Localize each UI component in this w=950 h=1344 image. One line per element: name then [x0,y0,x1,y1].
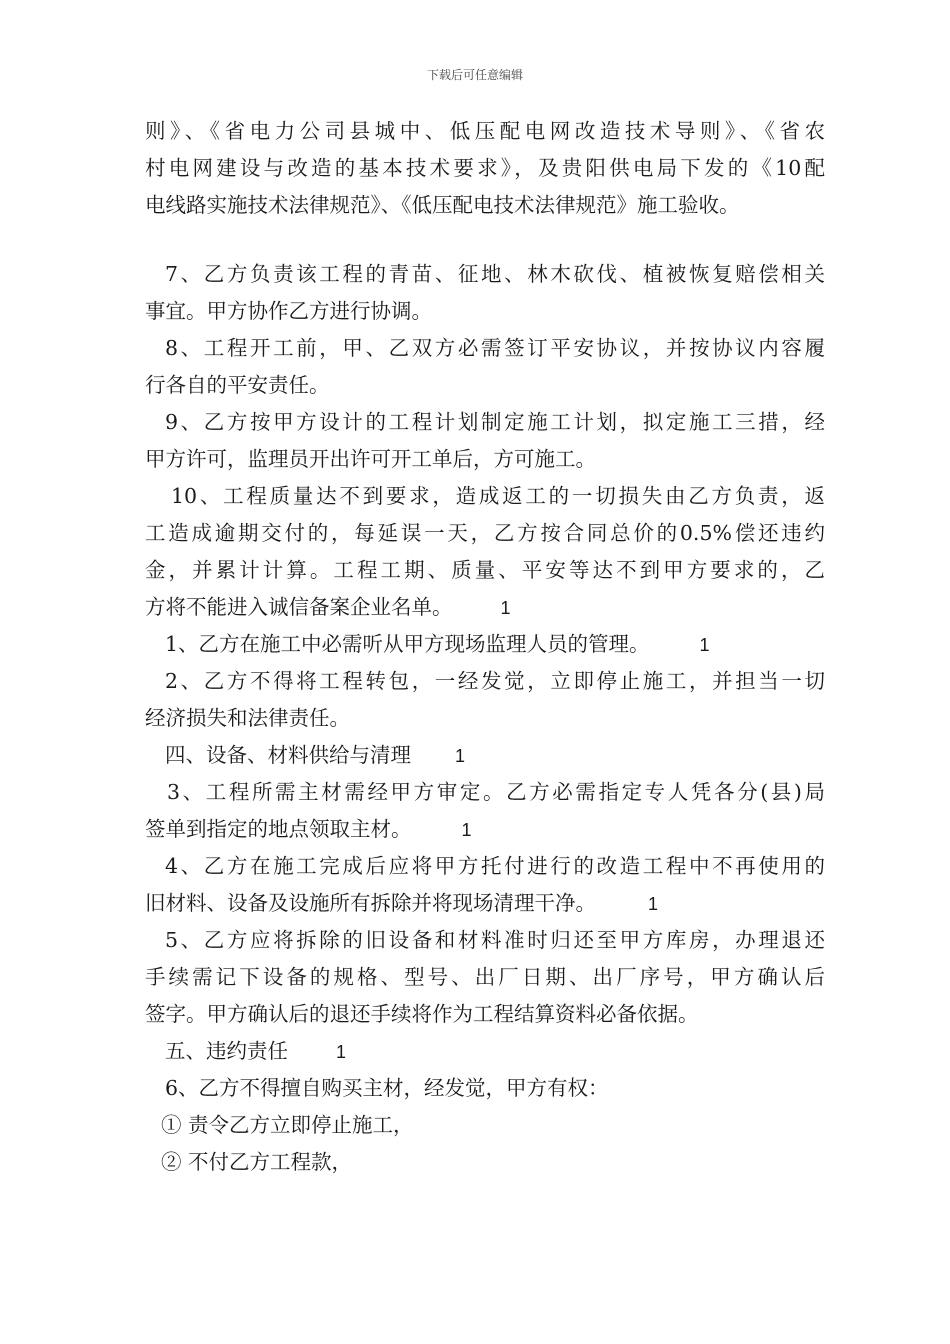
text-span: 1、乙方在施工中必需听从甲方现场监理人员的管理。 [165,632,650,656]
text-line: 行各自的平安责任。 [145,373,330,397]
section-5-heading [145,1033,825,1070]
text-span: 旧材料、设备及设施所有拆除并将现场清理干净。 [145,891,596,915]
text-span: 签单到指定的地点领取主材。 [145,817,412,841]
text-span: 四、设备、材料供给与清理 [165,743,411,767]
clause-5: 5、乙方应将拆除的旧设备和材料准时归还至甲方库房，办理退还 [165,928,825,952]
clause-6: 6、乙方不得擅自购买主材，经发觉，甲方有权： [165,1076,609,1100]
text-span: 方将不能进入诚信备案企业名单。 [145,595,453,619]
clause-8: 8、工程开工前，甲、乙双方必需签订平安协议，并按协议内容履 [165,336,825,360]
page-ref-number: 1 [699,635,710,655]
text-line: 手续需记下设备的规格、型号、出厂日期、出厂序号，甲方确认后 [145,965,825,989]
list-item: ① 责令乙方立即停止施工， [161,1113,414,1137]
page-header: 下载后可任意编辑 [426,68,523,82]
text-line: 签字。甲方确认后的退还手续将作为工程结算资料必备依据。 [145,1002,699,1026]
text-line: 金，并累计计算。工程工期、质量、平安等达不到甲方要求的，乙 [145,558,825,582]
clause-9: 9、乙方按甲方设计的工程计划制定施工计划，拟定施工三措，经 [165,410,825,434]
clause-7: 7、乙方负责该工程的青苗、征地、林木砍伐、植被恢复赔偿相关 [165,262,825,286]
clause-4: 4、乙方在施工完成后应将甲方托付进行的改造工程中不再使用的 [165,854,825,878]
paragraph-gap [145,224,825,256]
page-ref-number: 1 [455,746,466,766]
clause-1 [145,626,825,663]
text-line: 电线路实施技术法律规范》、《低压配电技术法律规范》施工验收。 [145,193,740,217]
page-ref-number: 1 [461,820,472,840]
text-line [145,589,825,626]
document-body [145,113,825,1181]
clause-10: 10、工程质量达不到要求，造成返工的一切损失由乙方负责，返 [171,484,825,508]
text-line: 工造成逾期交付的，每延误一天，乙方按合同总价的0.5%偿还违约 [145,521,825,545]
text-line: 事宜。甲方协作乙方进行协调。 [145,299,432,323]
clause-3: 3、工程所需主材需经甲方审定。乙方必需指定专人凭各分(县)局 [167,780,825,804]
text-line: 则》、《省电力公司县城中、低压配电网改造技术导则》、《省农 [145,119,825,143]
section-4-heading [145,737,825,774]
text-line: 村电网建设与改造的基本技术要求》，及贵阳供电局下发的《10配 [145,156,825,180]
text-span: 五、违约责任 [165,1039,288,1063]
page-ref-number: 1 [500,598,511,618]
text-line: 甲方许可，监理员开出许可开工单后，方可施工。 [145,447,596,471]
text-line: 经济损失和法律责任。 [145,706,350,730]
page-ref-number: 1 [648,894,659,914]
list-item: ② 不付乙方工程款， [161,1150,353,1174]
clause-2: 2、乙方不得将工程转包，一经发觉，立即停止施工，并担当一切 [165,669,825,693]
page-ref-number: 1 [336,1042,347,1062]
text-line [145,885,825,922]
text-line [145,811,825,848]
